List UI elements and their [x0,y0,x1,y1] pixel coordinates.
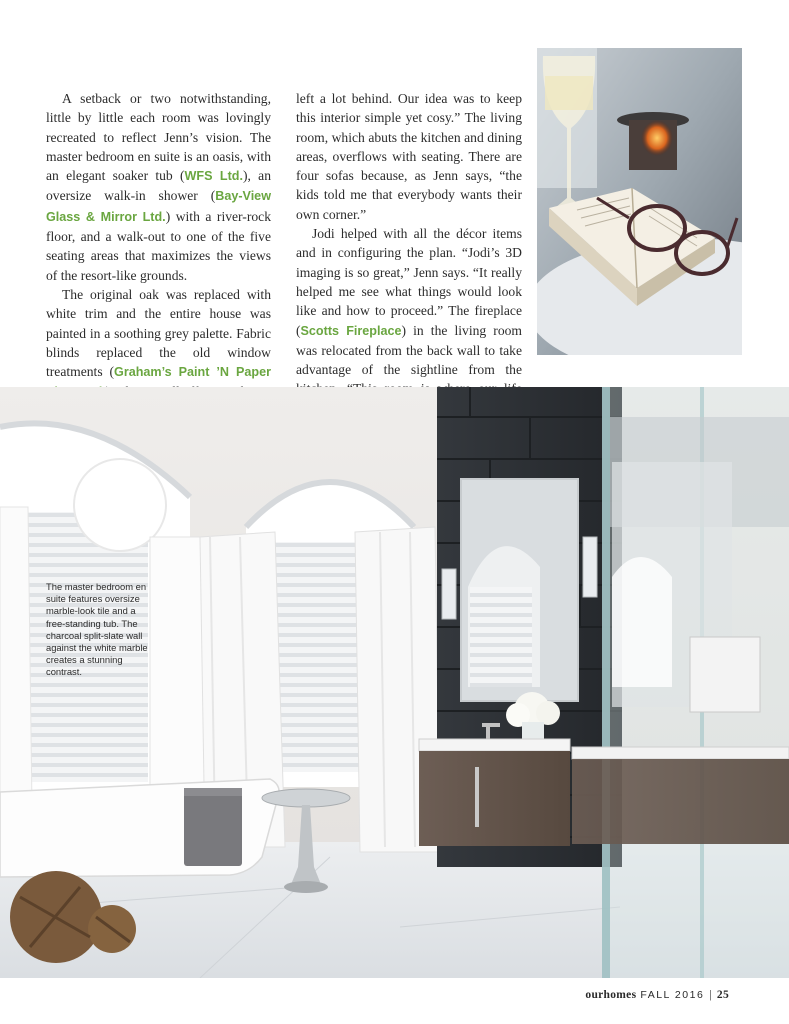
issue-label: FALL 2016 [640,989,705,1001]
magazine-brand: ourhomes [585,989,637,1001]
article-paragraph [296,89,522,224]
vendor-name-grahams: Graham’s Paint ’N Paper [114,365,271,380]
ensuite-illustration [0,387,789,978]
text-run: ) with a river-rock floor, and a walk-out to one of the five seating areas that maximizes the views of the resort-like grounds. [46,208,271,283]
vendor-name-wfs: WFS Ltd. [184,169,243,184]
photo-caption: The master bedroom en suite features oversize marble-look tile and a free-standing tub. The charcoal split-slate wall against the white marble creates a stunning contrast. [46,581,148,678]
footer-separator: | [709,989,712,1001]
book-glasses-illustration [537,48,742,355]
page-number: 25 [716,989,729,1001]
text-run: A setback or two notwithstanding, little by little each room was lovingly recreated to reflect Jenn’s vision. The master bedroom en suite is an oasis, with an elegant soaker tub ( [46,91,271,184]
text-run: ) in the living room was relocated from the back wall to take advantage of the sightline from the [296,322,522,378]
vendor-name-bayview: Bay-View Glass & Mirror Ltd. [46,189,271,224]
text-run: left a lot behind. Our idea was to keep this interior simple yet cosy.” The living room, which abuts the kitchen and dining areas, overflows with seating. There are four sofas because, as Jenn says, “the kids told me that everybody wants their own corner.” [296,91,522,222]
text-run: The original oak was replaced with white trim and the entire house was painted in a soothing grey palette. Fabric blinds replaced the old window treatments ( [46,286,271,380]
text-run: Jodi helped with all the décor items and in configuring the plan. “Jodi’s 3D imaging is so great,” Jenn says. “It really helped me see what things would look like and how to proceed.” The fireplace ( [296,226,522,338]
master-ensuite-photo [0,387,789,978]
text-run: ), an oversize walk-in shower ( [46,168,271,204]
article-paragraph [46,89,271,285]
page-footer [585,989,729,1001]
book-glasses-photo [537,48,742,355]
vendor-name-scotts: Scotts Fireplace [300,323,402,338]
